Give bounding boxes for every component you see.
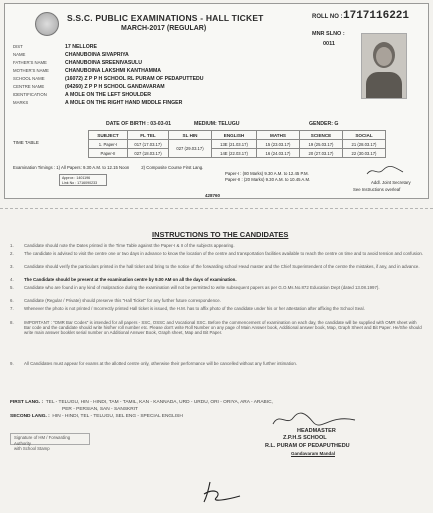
- ticket-code: 428760: [205, 193, 221, 198]
- hall-ticket: S.S.C. PUBLIC EXAMINATIONS - HALL TICKET MARCH-2017 (REGULAR) ROLL NO : 1717116221 MNR SLNO : 0011 DIST 17 NELLORE NAME CHANUBOINA SIVAPRIYA FATHER'S NAME CHANUBOINA SREENIVASULU MOTHER'S NAME CHANUBOINA LAKSHMI KANTHAMMA SCHOOL NAME (16072) Z P P H SCHOOL RL PURAM OF PEDAPUTTEDU CENTRE NAME (04260) Z P P H SCHOOL GANDAVARAM IDENTIFICATION A MOLE ON THE LEFT SHOULDER MARKS A MOLE ON THE RIGHT HAND MIDDLE FINGER DATE OF BIRTH : 03-03-01 MEDIUM: TELUGU GENDER: G TIME TABLE SUBJECT FL TEL SL HIN ENGLISH MATHS SCIENCE SOCIAL 1. Paper-I 017 (17.03.17) 027 (29.03.17) 13E (21.03.17) 15 (23.03.17) 19 (25.03.17) 21 (28.03.17) Paper-II 027 (18.03.17) 14E (22.03.17) 16 (24.03.17) 20 (27.03.17) 22 (30.03.17) Examination Timings : 1) All Papers: 9.30 A.M. to 12.15 Noon 2) Composite Course First Lang. Paper-I : (80 Marks) 9.30 A.M. to 12.45 P.M. Paper-II : (20 Marks) 9.30 A.M. to 10.45 A.M. Approx : 1401196 Link No : 1716090233 Addl. Joint Secretary See Instructions overleaf 428760: [4, 3, 429, 199]
- medium: MEDIUM: TELUGU: [194, 121, 240, 127]
- exam-timings: Examination Timings : 1) All Papers: 9.30 A.M. to 12.15 Noon 2) Composite Course First Lang.: [13, 165, 204, 170]
- gender: GENDER: G: [309, 121, 339, 127]
- ticket-title: S.S.C. PUBLIC EXAMINATIONS - HALL TICKET: [67, 13, 264, 23]
- cut-line: [0, 208, 433, 209]
- official-signature-icon: [365, 164, 405, 178]
- instructions-title: INSTRUCTIONS TO THE CANDIDATES: [152, 230, 289, 239]
- candidate-photo: [361, 33, 407, 99]
- approx-box: Approx : 1401196 Link No : 1716090233: [59, 174, 107, 186]
- roll-no-label: ROLL NO :: [312, 14, 343, 20]
- time-table-header-row: SUBJECT FL TEL SL HIN ENGLISH MATHS SCIENCE SOCIAL: [89, 131, 386, 140]
- see-instructions-note: See Instructions overleaf: [353, 187, 401, 192]
- hm-signature-box: Signature of HM / Forwarding Authority with School Stamp: [10, 433, 90, 445]
- exam-timings-paper1: Paper-I : (80 Marks) 9.30 A.M. to 12.45 P.M.: [225, 171, 309, 176]
- table-row: Paper-II 027 (18.03.17) 14E (22.03.17) 16 (24.03.17) 20 (27.03.17) 22 (30.03.17): [89, 149, 386, 158]
- table-row: 1. Paper-I 017 (17.03.17) 027 (29.03.17) 13E (21.03.17) 15 (23.03.17) 19 (25.03.17) 21 (28.03.17): [89, 140, 386, 149]
- roll-no-value: 1717116221: [343, 10, 410, 22]
- exam-timings-paper2: Paper-II : (20 Marks) 9.30 A.M. to 10.45 A.M.: [225, 177, 311, 182]
- signatory-title: Addl. Joint Secretary: [371, 180, 411, 185]
- candidate-signature-icon: [196, 478, 246, 506]
- headmaster-stamp: HEADMASTER Z.P.H.S SCHOOL R.L. PURAM OF PEDAPUTHEDU Gandavaram Mandal: [257, 410, 377, 460]
- headmaster-signature-icon: [269, 410, 359, 428]
- ticket-subtitle: MARCH-2017 (REGULAR): [121, 25, 207, 32]
- language-legend: FIRST LANG. : TEL - TELUGU, HIN - HINDI, TAM - TAMIL, KAN - KANNADA, URD - URDU, ORI - ORIYA, ARA - ARABIC, PER - PERSIAN, SAN - SANSKRIT SECOND LANG. : HIN - HINDI, TEL - TELUGU, SEL ENG - SPECIAL ENGLISH: [10, 400, 273, 419]
- time-table: [88, 130, 386, 158]
- mnr-slno-label: MNR SLNO :: [312, 31, 345, 37]
- mnr-slno-value: 0011: [323, 41, 335, 47]
- time-table-label: TIME TABLE: [13, 140, 39, 145]
- board-seal-icon: [35, 12, 59, 36]
- dob: DATE OF BIRTH : 03-03-01: [106, 121, 172, 127]
